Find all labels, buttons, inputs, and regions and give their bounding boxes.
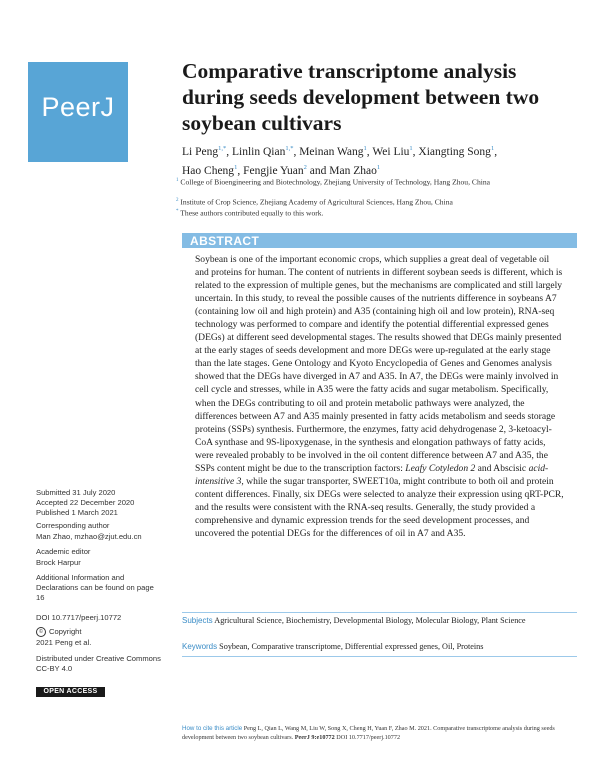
affiliation-1: $^1$ College of Bioengineering and Biotechnology, Zhejiang University of Technology, Hang Zhou, China bbox=[176, 177, 491, 187]
subjects-label: Subjects bbox=[182, 616, 213, 625]
keywords-row bbox=[182, 642, 577, 653]
author[interactable]: Wei Liu$^1$ bbox=[372, 145, 413, 158]
author[interactable]: Hao Cheng$^1$ bbox=[182, 163, 238, 177]
author[interactable]: Xiangting Song$^1$ bbox=[418, 145, 495, 158]
subjects-value: Agricultural Science, Biochemistry, Developmental Biology, Molecular Biology, Plant Science bbox=[214, 616, 526, 625]
keywords-value: Soybean, Comparative transcriptome, Differential expressed genes, Oil, Proteins bbox=[219, 642, 484, 651]
academic-editor-label: Academic editor bbox=[36, 547, 91, 556]
published-date: Published 1 March 2021 bbox=[36, 508, 118, 517]
accepted-date: Accepted 22 December 2020 bbox=[36, 498, 135, 507]
peerj-logo-text: PeerJ bbox=[41, 92, 115, 122]
corresponding-author-label: Corresponding author bbox=[36, 521, 110, 530]
subjects-row bbox=[182, 616, 577, 627]
keywords-label: Keywords bbox=[182, 642, 218, 651]
author[interactable]: Fengjie Yuan$^2$ bbox=[243, 163, 307, 177]
abstract-header bbox=[182, 233, 577, 248]
license-text[interactable]: Distributed under Creative Commons CC-BY 4.0 bbox=[36, 654, 161, 673]
subjects-divider bbox=[182, 612, 577, 613]
article-title: Comparative transcriptome analysis during seeds development between two soybean cultivars bbox=[182, 59, 540, 135]
open-access-badge: OPEN ACCESS bbox=[36, 687, 105, 697]
affiliation-2: $^2$ Institute of Crop Science, Zhejiang Academy of Agricultural Sciences, Hang Zhou, China bbox=[176, 197, 453, 207]
keywords-divider bbox=[182, 656, 577, 657]
copyright-value: 2021 Peng et al. bbox=[36, 638, 92, 647]
peerj-logo bbox=[28, 62, 128, 162]
additional-information-link[interactable]: Additional Information and Declarations can be found on page 16 bbox=[36, 573, 154, 602]
citation-journal: PeerJ 9:e10772 bbox=[294, 733, 335, 741]
abstract-text: Soybean is one of the important economic crops, which supplies a great deal of vegetable oil and proteins for human. The content of nutrients in different soybean seeds is different, which is related to the expression of multiple genes, but the mechanisms are complicated and still largely uncertain. In this study, to reveal the possible causes of the nutrients difference in soybeans A7 (containing low oil and high protein) and A35 (containing high oil and low protein), RNA-seq technology was performed to compare and identify the potential differential expressed genes (DEGs) at different seed developmental stages. The results showed that DEGs mainly presented at the early stages of seeds development and more DEGs were up-regulated at the early stage than the late stages. Gene Ontology and Kyoto Encyclopedia of Genes and Genomes analysis showed that the DEGs have diverged in A7 and A35. In A7, the DEGs were mainly involved in cell cycle and stresses, while in A35 were the fatty acids and sugar metabolism. Specifically, when the DEGs contributing to oil and protein metabolic pathways were analyzed, the differences between A7 and A35 mainly presented in fatty acids metabolism and seeds storage proteins (SSPs) synthesis. Furthermore, the enzymes, fatty acid dehydrogenase 2, 3-ketoacyl-CoA synthase and 9S-lipoxygenase, in the synthesis and elongation pathways of fatty acids, were revealed probably to be involved in the oil content difference between A7 and A35, the SSPs content might be due to the transcription factors: Leafy Cotyledon 2 and Abscisic acid-intensitive 3, while the sugar transporter, SWEET10a, might contribute to both oil and protein content differences. Finally, six DEGs were selected to analyze their expression using qRT-PCR, and the results were consistent with the RNA-seq results. Generally, the study provided a comprehensive and dynamic expression trends for the seed development processes, and uncovered the potential DEGs for the differences of oil in A7 and A35. bbox=[195, 254, 564, 539]
author[interactable]: Meinan Wang$^1$ bbox=[299, 145, 367, 158]
doi-link[interactable]: DOI 10.7717/peerj.10772 bbox=[36, 613, 122, 622]
citation-label: How to cite this article bbox=[182, 725, 243, 732]
copyright-label: © Copyright bbox=[36, 627, 161, 637]
citation-footer bbox=[182, 725, 582, 742]
submitted-date: Submitted 31 July 2020 bbox=[36, 488, 116, 497]
author[interactable]: Man Zhao$^1$ bbox=[329, 163, 381, 177]
copyright-icon: © bbox=[36, 627, 46, 637]
citation-text: Peng L, Qian L, Wang M, Liu W, Song X, Cheng H, Yuan F, Zhao M. 2021. Comparative transcriptome analysis during seeds development between two soybean cultivars. bbox=[182, 725, 555, 741]
abstract-label: ABSTRACT bbox=[190, 234, 260, 248]
author-list: Li Peng$^{1,*}$, Linlin Qian$^{1,*}$, Meinan Wang$^1$, Wei Liu$^1$, Xiangting Song$^1$, Hao Cheng$^1$, Fengjie Yuan$^2$ and Man Zhao$^1$ bbox=[182, 145, 498, 177]
equal-contribution-note: * These authors contributed equally to this work. bbox=[176, 208, 324, 218]
author[interactable]: Linlin Qian$^{1,*}$ bbox=[231, 145, 294, 158]
academic-editor-value: Brock Harpur bbox=[36, 558, 81, 567]
citation-doi[interactable]: DOI 10.7717/peerj.10772 bbox=[336, 733, 401, 741]
author[interactable]: Li Peng$^{1,*}$ bbox=[182, 145, 227, 158]
corresponding-author-value[interactable]: Man Zhao, mzhao@zjut.edu.cn bbox=[36, 532, 142, 541]
